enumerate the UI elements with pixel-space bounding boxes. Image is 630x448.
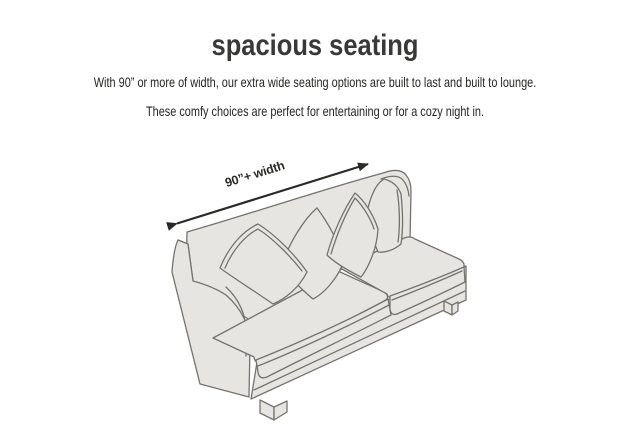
sofa-foot-left: [260, 400, 287, 420]
spacious-seating-graphic: [0, 28, 630, 448]
intro-line-1: With 90” or more of width, our extra wide seating options are built to last and built to lounge.: [93, 74, 537, 90]
sofa-illustration: [0, 28, 630, 448]
intro-line-2: These comfy choices are perfect for entertaining or for a cozy night in.: [145, 103, 485, 119]
dimension-label: 90”+ width: [223, 158, 287, 191]
page-title: spacious seating: [211, 29, 419, 62]
sofa-drawing: [172, 170, 466, 420]
